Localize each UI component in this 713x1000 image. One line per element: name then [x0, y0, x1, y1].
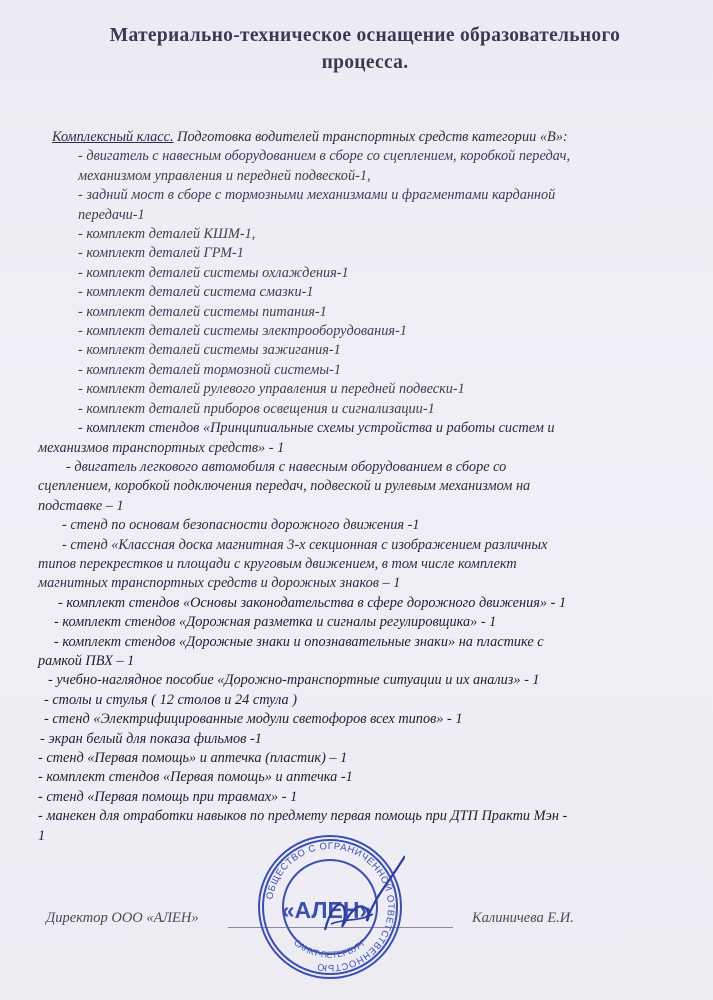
- list-item: - комплект стендов «Первая помощь» и аптечка -1: [38, 769, 353, 786]
- svg-text:ОБЩЕСТВО С ОГРАНИЧЕННОЙ ОТВЕТС: ОБЩЕСТВО С ОГРАНИЧЕННОЙ ОТВЕТСТВЕННОСТЬЮ: [264, 840, 397, 974]
- list-item: механизмом управления и передней подвеской-1,: [78, 167, 371, 184]
- list-item: 1: [38, 827, 46, 844]
- list-item: - стенд «Первая помощь» и аптечка (пластик) – 1: [38, 750, 348, 766]
- list-item: - комплект деталей рулевого управления и передней подвески-1: [78, 381, 465, 398]
- list-item: - комплект деталей системы питания-1: [78, 303, 327, 320]
- list-item: - стенд «Электрифицированные модули светофоров всех типов» - 1: [44, 711, 463, 728]
- list-item: - комплект стендов «Дорожные знаки и опознавательные знаки» на пластике с: [54, 633, 544, 650]
- list-item: - комплект стендов «Основы законодательства в сфере дорожного движения» - 1: [58, 594, 567, 611]
- heading-class-label: Комплексный класс.: [52, 129, 174, 145]
- list-item: сцеплением, коробкой подключения передач, подвеской и рулевым механизмом на: [38, 478, 531, 495]
- list-item: - комплект деталей система смазки-1: [78, 284, 314, 301]
- svg-text:«АЛЕН»: «АЛЕН»: [281, 897, 373, 923]
- list-item: - стенд по основам безопасности дорожного движения -1: [62, 517, 420, 534]
- director-name: Калиничева Е.И.: [472, 910, 574, 926]
- page-title: [40, 22, 690, 76]
- list-item: - комплект деталей тормозной системы-1: [78, 361, 341, 378]
- list-item: - комплект деталей системы охлаждения-1: [78, 264, 349, 281]
- list-item: - стенд «Классная доска магнитная 3-х секционная с изображением различных: [62, 536, 548, 553]
- company-seal: [255, 832, 405, 982]
- equipment-list: [38, 128, 678, 846]
- list-item: передачи-1: [78, 206, 145, 223]
- list-item: рамкой ПВХ – 1: [38, 652, 135, 669]
- list-item: подставке – 1: [38, 497, 124, 514]
- list-item: - комплект деталей КШМ-1,: [78, 226, 256, 243]
- list-item: - стенд «Первая помощь при травмах» - 1: [38, 788, 298, 805]
- list-item: магнитных транспортных средств и дорожных знаков – 1: [38, 575, 401, 592]
- list-item: - двигатель легкового автомобиля с навесным оборудованием в сборе со: [66, 458, 507, 475]
- list-item: - двигатель с навесным оборудованием в сборе со сцеплением, коробкой передач,: [78, 148, 571, 165]
- list-item: механизмов транспортных средств» - 1: [38, 439, 285, 456]
- heading-description: Подготовка водителей транспортных средств категории «В»:: [173, 129, 568, 145]
- list-item: - манекен для отработки навыков по предмету первая помощь при ДТП Практи Мэн -: [38, 808, 568, 825]
- svg-text:САНКТ-ПЕТЕРБУРГ: САНКТ-ПЕТЕРБУРГ: [292, 937, 368, 960]
- list-item: - столы и стулья ( 12 столов и 24 стула ): [44, 691, 298, 708]
- list-item: - комплект деталей системы электрооборудования-1: [78, 323, 407, 340]
- list-item: - комплект деталей приборов освещения и сигнализации-1: [78, 400, 435, 417]
- list-item: - задний мост в сборе с тормозными механизмами и фрагментами карданной: [78, 187, 556, 204]
- list-item: - комплект деталей ГРМ-1: [78, 245, 244, 262]
- list-item: - комплект деталей системы зажигания-1: [78, 342, 341, 359]
- list-item: - комплект стендов «Принципиальные схемы устройства и работы систем и: [78, 420, 555, 437]
- list-item: - учебно-наглядное пособие «Дорожно-транспортные ситуации и их анализ» - 1: [48, 672, 540, 689]
- title-line-2: процесса.: [321, 52, 409, 73]
- list-item: типов перекрестков и площади с круговым движением, в том числе комплект: [38, 555, 517, 572]
- list-lines: [38, 147, 678, 846]
- list-heading: [52, 128, 678, 147]
- director-title: Директор ООО «АЛЕН»: [46, 910, 199, 926]
- title-line-1: Материально-техническое оснащение образовательного: [109, 25, 621, 46]
- list-item: - комплект стендов «Дорожная разметка и сигналы регулировщика» - 1: [54, 614, 497, 631]
- list-item: - экран белый для показа фильмов -1: [40, 730, 262, 747]
